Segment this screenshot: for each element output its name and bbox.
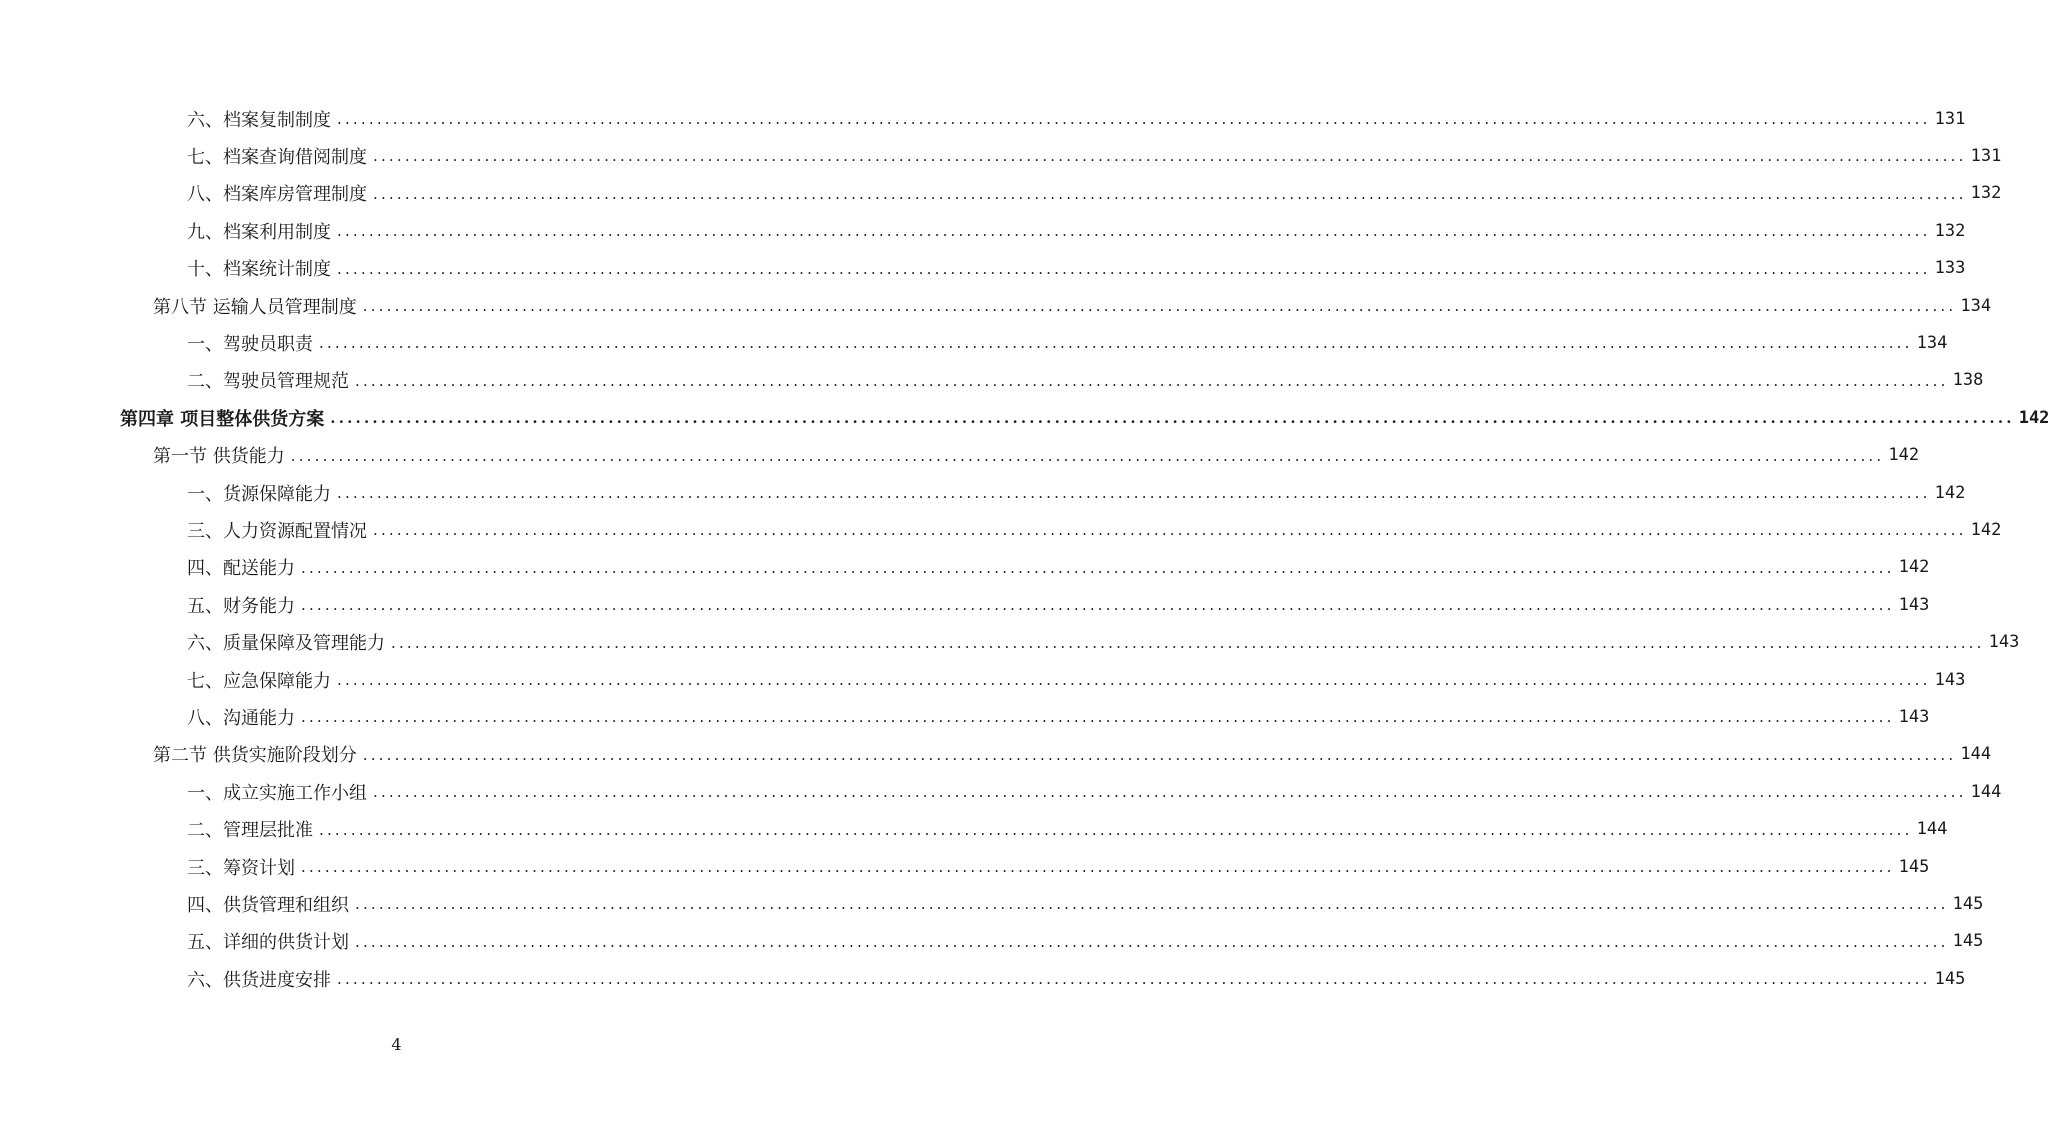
toc-entry-title: 三、筹资计划 bbox=[187, 857, 295, 879]
toc-entry-page-number: 142 bbox=[2018, 407, 2049, 428]
toc-entry-page-number: 145 bbox=[1952, 893, 1984, 914]
toc-entry-title: 第八节 运输人员管理制度 bbox=[153, 296, 357, 318]
toc-entry-title: 六、档案复制制度 bbox=[187, 109, 331, 131]
toc-entry-page-number: 142 bbox=[1888, 445, 1920, 466]
toc-entry[interactable] bbox=[187, 324, 1948, 361]
toc-entry-page-number: 143 bbox=[1898, 706, 1930, 727]
dot-leader: ........................................................................................................................................................................................................ bbox=[337, 970, 1931, 989]
dot-leader: ........................................................................................................................................................................................................ bbox=[337, 110, 1931, 128]
toc-entry-page-number: 132 bbox=[1934, 220, 1966, 241]
toc-entry-title: 三、人力资源配置情况 bbox=[187, 520, 367, 542]
toc-entry-title: 六、供货进度安排 bbox=[187, 969, 331, 991]
toc-entry-page-number: 142 bbox=[1970, 519, 2002, 540]
toc-entry-title: 四、供货管理和组织 bbox=[187, 894, 349, 916]
toc-entry[interactable] bbox=[187, 848, 1930, 885]
dot-leader: ........................................................................................................................................................................................................ bbox=[290, 446, 1885, 465]
toc-entry-title: 八、沟通能力 bbox=[187, 707, 295, 729]
toc-entry[interactable] bbox=[187, 362, 1984, 399]
page-number: 4 bbox=[391, 1035, 402, 1054]
dot-leader: ........................................................................................................................................................................................................ bbox=[355, 895, 1949, 914]
toc-entry-page-number: 144 bbox=[1916, 819, 1948, 840]
dot-leader: ........................................................................................................................................................................................................ bbox=[319, 334, 1913, 353]
dot-leader: ........................................................................................................................................................................................................ bbox=[319, 820, 1913, 839]
toc-entry-page-number: 144 bbox=[1960, 744, 1992, 765]
dot-leader: ........................................................................................................................................................................................................ bbox=[391, 633, 1985, 652]
toc-entry-title: 十、档案统计制度 bbox=[187, 259, 331, 281]
toc-entry[interactable] bbox=[187, 661, 1966, 698]
toc-entry-title: 一、驾驶员职责 bbox=[187, 333, 313, 355]
toc-entry-page-number: 143 bbox=[1898, 594, 1930, 615]
dot-leader: ........................................................................................................................................................................................................ bbox=[373, 783, 1967, 802]
toc-entry-title: 一、货源保障能力 bbox=[187, 483, 331, 505]
toc-entry[interactable] bbox=[153, 287, 1992, 324]
dot-leader: ........................................................................................................................................................................................................ bbox=[337, 484, 1931, 502]
toc-entry[interactable] bbox=[187, 137, 2002, 174]
toc-entry[interactable] bbox=[187, 100, 1966, 137]
dot-leader: ........................................................................................................................................................................................................ bbox=[337, 671, 1931, 689]
toc-entry[interactable] bbox=[187, 624, 2020, 661]
toc-entry-title: 九、档案利用制度 bbox=[187, 221, 331, 243]
toc-entry[interactable] bbox=[187, 811, 1948, 848]
toc-entry[interactable] bbox=[187, 960, 1966, 997]
dot-leader: ........................................................................................................................................................................................................ bbox=[373, 184, 1967, 203]
toc-entry-page-number: 138 bbox=[1952, 370, 1984, 391]
dot-leader: ........................................................................................................................................................................................................ bbox=[373, 521, 1967, 540]
toc-entry-title: 第一节 供货能力 bbox=[153, 446, 285, 468]
toc-entry-title: 四、配送能力 bbox=[187, 558, 295, 580]
toc-entry[interactable] bbox=[187, 549, 1930, 586]
toc-entry-title: 二、驾驶员管理规范 bbox=[187, 371, 349, 393]
toc-entry-title: 七、档案查询借阅制度 bbox=[187, 146, 367, 168]
toc-entry-page-number: 145 bbox=[1898, 856, 1930, 877]
toc-entry-title: 二、管理层批准 bbox=[187, 820, 313, 842]
dot-leader: ........................................................................................................................................................................................................ bbox=[355, 371, 1949, 390]
dot-leader: ........................................................................................................................................................................................................ bbox=[330, 409, 2015, 428]
toc-entry-page-number: 134 bbox=[1916, 332, 1948, 353]
toc-entry[interactable] bbox=[187, 474, 1966, 511]
toc-entry[interactable] bbox=[187, 586, 1930, 623]
toc-entry-title: 一、成立实施工作小组 bbox=[187, 782, 367, 804]
toc-entry[interactable] bbox=[187, 773, 2002, 810]
toc-entry[interactable] bbox=[187, 250, 1966, 287]
toc-entry-title: 五、详细的供货计划 bbox=[187, 932, 349, 954]
toc-entry-page-number: 134 bbox=[1960, 295, 1992, 316]
dot-leader: ........................................................................................................................................................................................................ bbox=[373, 147, 1967, 166]
dot-leader: ........................................................................................................................................................................................................ bbox=[301, 858, 1895, 876]
toc-entry-page-number: 143 bbox=[1988, 632, 2020, 653]
toc-entry[interactable] bbox=[187, 923, 1984, 960]
dot-leader: ........................................................................................................................................................................................................ bbox=[301, 596, 1895, 615]
toc-entry[interactable] bbox=[187, 698, 1930, 735]
toc-entry-page-number: 142 bbox=[1934, 482, 1966, 503]
dot-leader: ........................................................................................................................................................................................................ bbox=[355, 932, 1949, 951]
toc-entry[interactable] bbox=[187, 885, 1984, 922]
toc-entry-title: 八、档案库房管理制度 bbox=[187, 184, 367, 206]
dot-leader: ........................................................................................................................................................................................................ bbox=[301, 558, 1895, 577]
toc-entry-page-number: 143 bbox=[1934, 669, 1966, 690]
toc-entry-title: 第二节 供货实施阶段划分 bbox=[153, 745, 357, 767]
dot-leader: ........................................................................................................................................................................................................ bbox=[362, 297, 1957, 315]
dot-leader: ........................................................................................................................................................................................................ bbox=[337, 259, 1931, 278]
toc-entry[interactable] bbox=[120, 399, 2049, 436]
toc-entry[interactable] bbox=[187, 511, 2002, 548]
toc-entry-title: 五、财务能力 bbox=[187, 595, 295, 617]
toc-entry[interactable] bbox=[153, 736, 1992, 773]
toc-entry-page-number: 131 bbox=[1970, 145, 2002, 166]
toc-entry-title: 第四章 项目整体供货方案 bbox=[120, 408, 325, 430]
toc-entry-page-number: 131 bbox=[1934, 108, 1966, 129]
toc-entry-title: 七、应急保障能力 bbox=[187, 670, 331, 692]
dot-leader: ........................................................................................................................................................................................................ bbox=[337, 222, 1931, 241]
toc-entry-page-number: 145 bbox=[1934, 968, 1966, 989]
toc-entry-page-number: 142 bbox=[1898, 557, 1930, 578]
toc-entry[interactable] bbox=[153, 437, 1920, 474]
toc-entry-page-number: 144 bbox=[1970, 781, 2002, 802]
dot-leader: ........................................................................................................................................................................................................ bbox=[301, 708, 1895, 727]
toc-entry-title: 六、质量保障及管理能力 bbox=[187, 633, 385, 655]
toc-entry[interactable] bbox=[187, 175, 2002, 212]
toc-entry-page-number: 145 bbox=[1952, 931, 1984, 952]
toc-entry-page-number: 133 bbox=[1934, 258, 1966, 279]
toc-entry-page-number: 132 bbox=[1970, 183, 2002, 204]
dot-leader: ........................................................................................................................................................................................................ bbox=[362, 745, 1957, 764]
toc-entry[interactable] bbox=[187, 212, 1966, 249]
